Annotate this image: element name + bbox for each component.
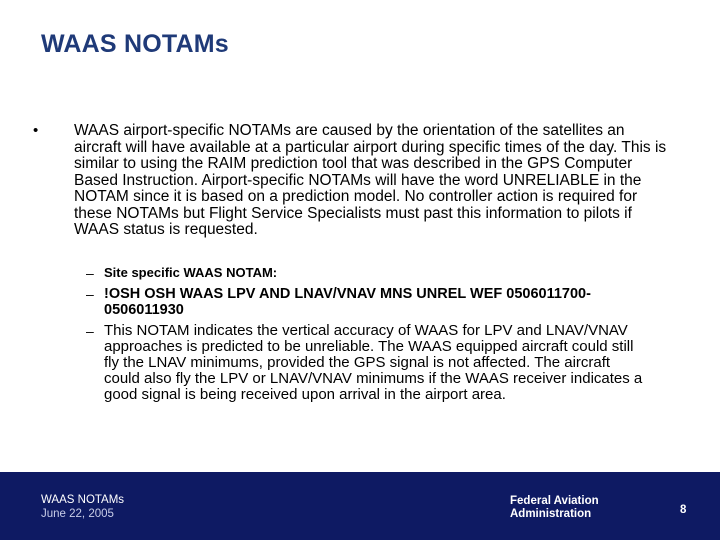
slide-title: WAAS NOTAMs (41, 30, 229, 58)
sub-bullet-text: !OSH OSH WAAS LPV AND LNAV/VNAV MNS UNREL WEF 0506011700-0506011930 (104, 286, 591, 318)
org-line-2: Administration (510, 508, 592, 520)
dash-icon: – (86, 286, 94, 302)
dash-icon: – (86, 323, 94, 339)
footer-date: June 22, 2005 (41, 508, 114, 520)
bullet-icon: • (33, 122, 39, 139)
footer-left (41, 493, 124, 521)
dash-icon: – (86, 265, 94, 281)
footer-organization (510, 495, 599, 521)
footer-bar (0, 472, 720, 540)
sub-bullet-text: Site specific WAAS NOTAM: (104, 265, 278, 280)
footer-title: WAAS NOTAMs (41, 494, 125, 506)
bullet-text: WAAS airport-specific NOTAMs are caused by the orientation of the satellites an aircraft will have available at a particular airport during specific times of the day. This is similar to using the RAIM prediction tool that was described in the GPS Computer Based Instruction. Airport-specific NOTAMs will have the word UNRELIABLE in the NOTAM since it is based on a prediction model. No controller action is required for these NOTAMs but Flight Service Specialists must past this information to pilots if WAAS status is requested. (74, 122, 667, 238)
org-line-1: Federal Aviation (510, 495, 599, 507)
page-number: 8 (680, 504, 687, 516)
sub-bullet-text: This NOTAM indicates the vertical accuracy of WAAS for LPV and LNAV/VNAV approaches is predicted to be unreliable. The WAAS equipped aircraft could still fly the LNAV minimums, provided the GPS signal is not affected. The aircraft could also fly the LPV or LNAV/VNAV minimums if the WAAS receiver indicates a good signal is being received upon arrival in the airport area. (104, 322, 643, 403)
